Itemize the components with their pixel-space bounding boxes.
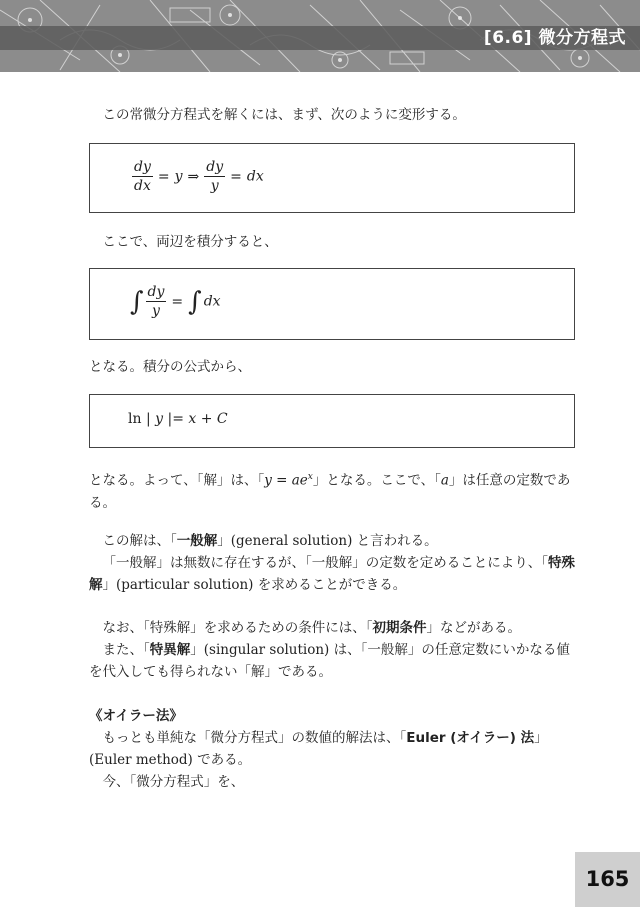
paragraph-text: となる。よって、「解」は、「 (89, 472, 265, 489)
equation-box-3 (89, 394, 575, 448)
numerator: dy (134, 159, 151, 175)
paragraph-text: 今、「微分方程式」を、 (102, 774, 245, 790)
rhs-dx: dx (246, 168, 264, 185)
paragraph-text: この解は、「 (102, 533, 177, 549)
paragraph (89, 617, 573, 639)
denominator: y (210, 178, 219, 194)
paragraph-text: 」(Euler method) である。 (89, 730, 548, 768)
equals-sign: = (157, 168, 170, 185)
denominator: dx (134, 178, 151, 194)
paragraph-text: 」などがある。 (426, 620, 521, 636)
chapter-title: [6.6] 微分方程式 (483, 28, 626, 48)
integral-sign: ∫ (188, 286, 202, 317)
variable-a: a (440, 472, 449, 489)
paragraph (89, 530, 573, 552)
term-particular-solution: 特殊解 (89, 555, 575, 593)
fraction-dy-y (204, 158, 225, 195)
term-euler-method: Euler (オイラー) 法 (406, 730, 535, 746)
paragraph (89, 771, 573, 793)
equation-3 (128, 411, 228, 427)
integral-sign: ∫ (130, 286, 144, 317)
section-heading: 《オイラー法》 (89, 708, 183, 724)
equation-box-2 (89, 268, 575, 340)
paragraph (89, 466, 575, 514)
implies-arrow: ⇒ (187, 168, 200, 185)
paragraph-text: ここで、両辺を積分すると、 (102, 234, 278, 250)
paragraph (89, 552, 575, 596)
numerator: dy (206, 159, 224, 175)
paragraph-text: 」となる。ここで、「 (312, 472, 441, 489)
paragraph-text: もっとも単純な「微分方程式」の数値的解法は、「 (102, 730, 407, 746)
paragraph-text: 」(singular solution) は、「一般解」の任意定数にいかなる値を代入しても得られない「解」である。 (89, 642, 570, 680)
paragraph (89, 104, 573, 126)
paragraph-text: 」(particular solution) を求めることができる。 (102, 577, 407, 593)
exponent: x (307, 472, 313, 482)
equation-1 (132, 158, 264, 195)
equation-box-1 (89, 143, 575, 213)
formula: y = ae (264, 472, 308, 489)
paragraph-text: なお、「特殊解」を求めるための条件には、「 (102, 620, 373, 636)
abs-y: | y | (141, 411, 173, 427)
equation-2 (130, 283, 221, 320)
equals-sign: = (171, 293, 184, 310)
page-number: 165 (575, 852, 640, 907)
paragraph-text: 」(general solution) と言われる。 (217, 533, 438, 549)
fraction-dy-y (146, 283, 167, 320)
paragraph-text: また、「 (102, 642, 150, 658)
chapter-header (0, 0, 640, 72)
numerator: dy (147, 284, 165, 300)
paragraph (89, 231, 573, 253)
rhs-x-plus-c: = x + C (172, 411, 228, 427)
ln-function: ln (128, 411, 142, 427)
fraction-dy-dx (132, 158, 153, 195)
paragraph-text: となる。積分の公式から、 (89, 359, 251, 375)
paragraph (89, 356, 573, 378)
denominator: y (152, 303, 160, 319)
paragraph-text: 「一般解」は無数に存在するが、「一般解」の定数を定めることにより、「 (102, 555, 548, 571)
equals-sign: = (230, 168, 242, 185)
term-general-solution: 一般解 (176, 533, 218, 549)
term-singular-solution: 特異解 (149, 642, 191, 658)
variable-y: y (174, 168, 183, 185)
term-initial-condition: 初期条件 (372, 620, 427, 636)
paragraph-text: 」は任意の定数である。 (89, 472, 571, 511)
rhs-dx: dx (203, 293, 221, 310)
paragraph-text: この常微分方程式を解くには、まず、次のように変形する。 (102, 107, 466, 123)
paragraph (89, 639, 575, 683)
paragraph (89, 727, 575, 771)
